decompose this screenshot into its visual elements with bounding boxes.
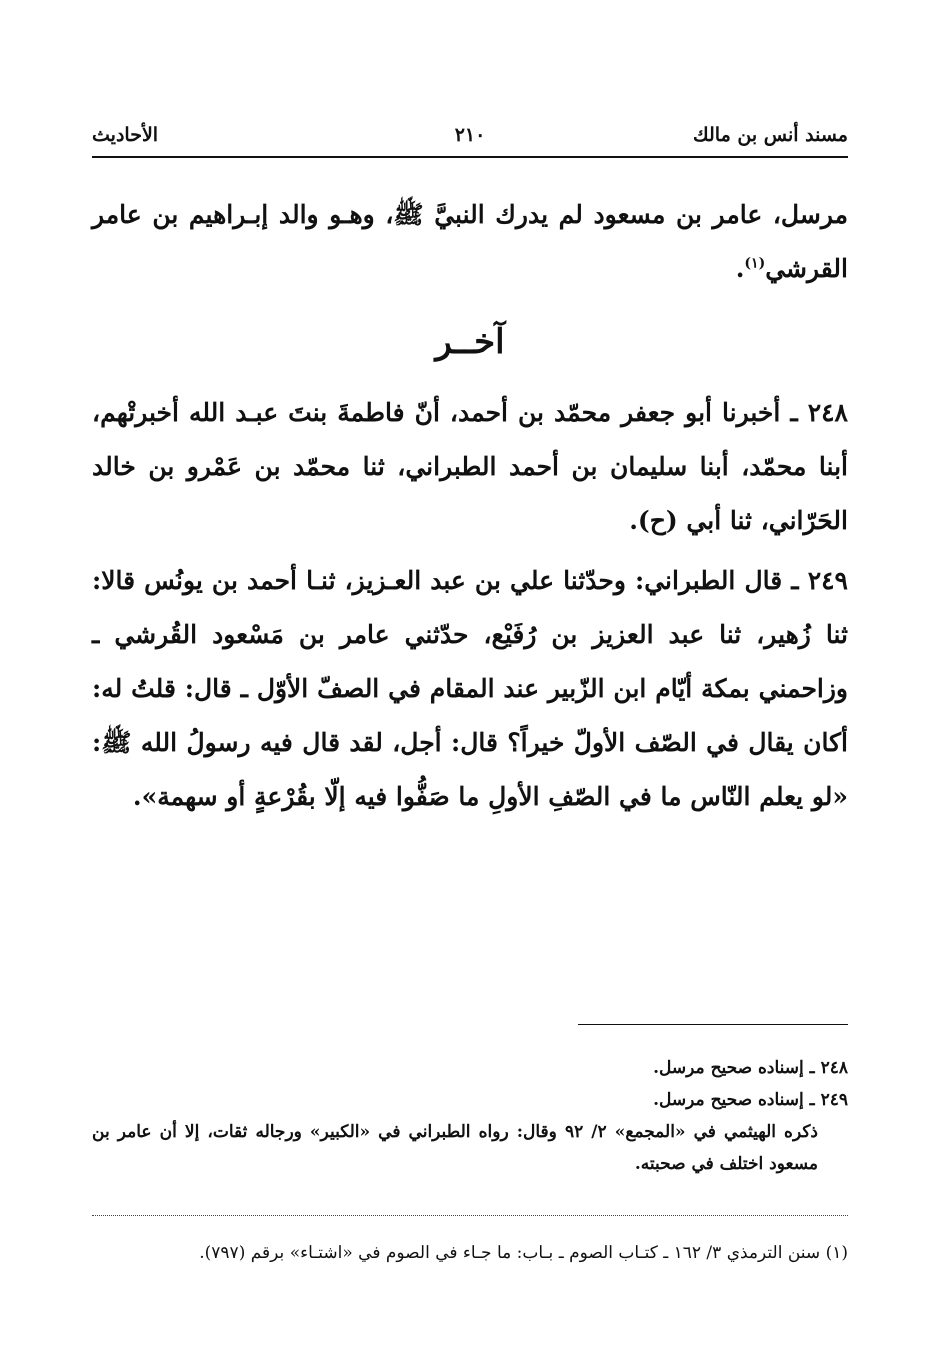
intro-end: . — [735, 254, 745, 283]
section-name: الأحاديث — [92, 124, 159, 146]
hadith-249: ٢٤٩ ـ قال الطبراني: وحدّثنا علي بن عبد العـزيز، ثنـا أحمد بن يونُس قالا: ثنا زُهير، ثنا عبد العزيز بن رُفَيْع، حدّثني عامر بن مَسْعود القُرشي ـ وزاحمني بمكة أيّام ابن الزّبير عند المقام في الصفّ الأوّل ـ قال: قلتُ له: أكان يقال في الصّف الأولّ خيراً؟ قال: أجل، لقد قال فيه رسولُ الله ﷺ: «لو يعلم النّاس ما في الصّفِ الأولِ ما صَفُّوا فيه إلّا بقُرْعةٍ أو سهمة». — [92, 566, 848, 811]
running-header — [92, 120, 848, 156]
header-rule — [92, 156, 848, 158]
footnote-separator — [92, 1215, 848, 1216]
intro-text: مرسل، عامر بن مسعود لم يدرك النبيَّ ﷺ، وهـو والد إبـراهيم بن عامر القرشي — [92, 200, 848, 283]
book-title: مسند أنس بن مالك — [693, 124, 848, 146]
section-title: آخــر — [435, 322, 505, 362]
hadith-notes — [92, 1052, 848, 1180]
footnote — [92, 1236, 848, 1270]
note-248: ٢٤٨ ـ إسناده صحيح مرسل. — [653, 1058, 848, 1078]
notes-rule — [578, 1024, 848, 1025]
main-text — [92, 188, 848, 824]
footnote-1: (١) سنن الترمذي ٣/ ١٦٢ ـ كتـاب الصوم ـ بـاب: ما جـاء في الصوم في «اشتـاء» برقم (٧٩٧). — [199, 1243, 848, 1263]
note-249-detail: ذكره الهيثمي في «المجمع» ٢/ ٩٢ وقال: رواه الطبراني في «الكبير» ورجاله ثقات، إلا أن عامر بن مسعود اختلف في صحبته. — [92, 1122, 818, 1174]
hadith-248: ٢٤٨ ـ أخبرنا أبو جعفر محمّد بن أحمد، أنّ فاطمةَ بنتَ عبـد الله أخبرتْهم، أبنا محمّد، أبنا سليمان بن أحمد الطبراني، ثنا محمّد بن عَمْرو بن خالد الحَرّاني، ثنا أبي (ح). — [92, 398, 848, 535]
footnote-ref: (١) — [744, 255, 766, 272]
page-number: ٢١٠ — [454, 124, 486, 146]
intro-paragraph — [92, 188, 848, 296]
note-249: ٢٤٩ ـ إسناده صحيح مرسل. — [653, 1090, 848, 1110]
